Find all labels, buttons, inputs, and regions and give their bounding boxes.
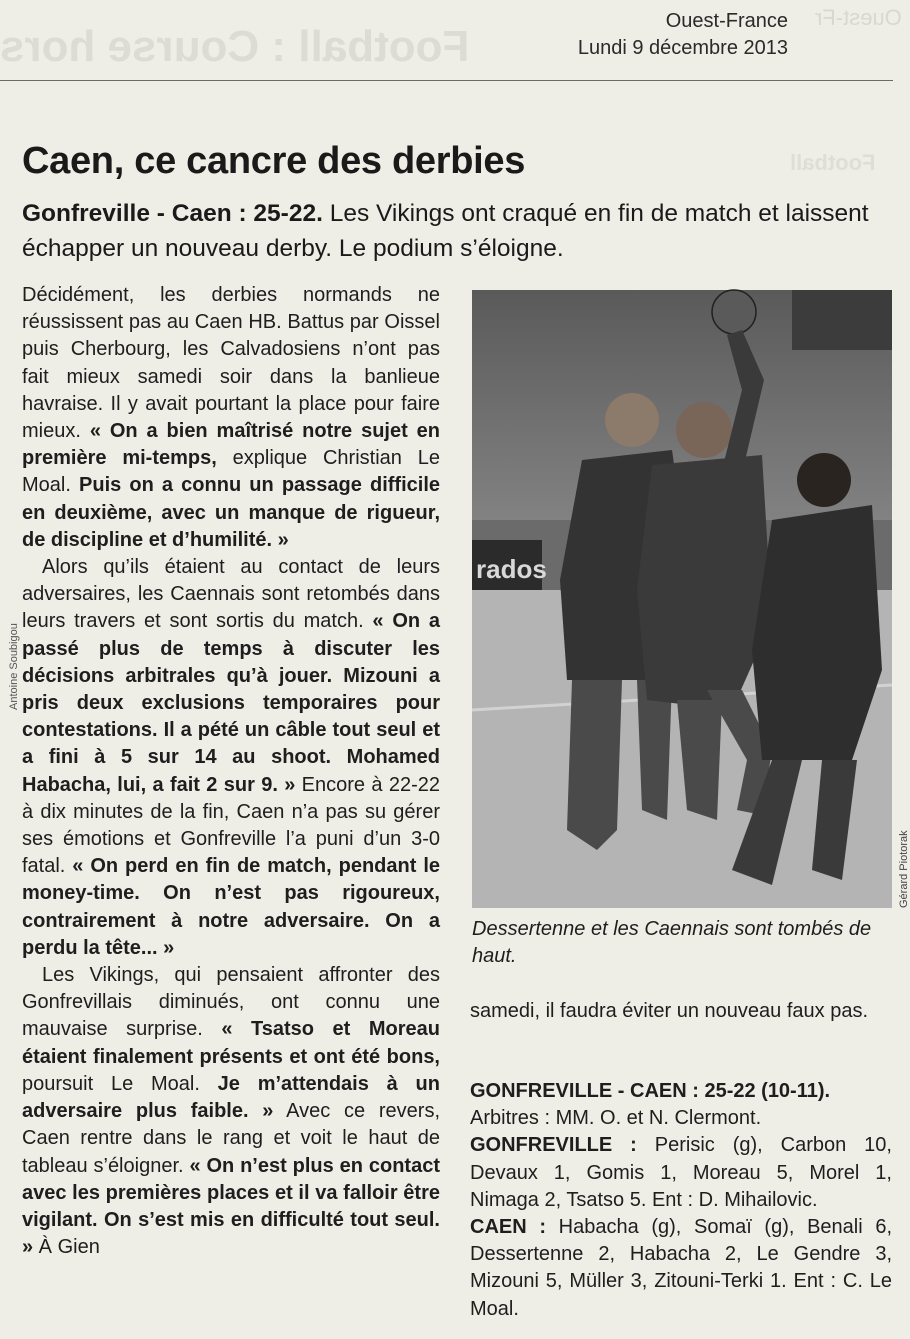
team2-name: CAEN : <box>470 1216 546 1239</box>
match-photo <box>472 290 892 908</box>
handball <box>712 290 756 334</box>
header-rule <box>0 80 893 81</box>
text-run: Décidément, les derbies normands ne réussissent pas au Caen HB. Battus par Oissel puis Cherbourg, les Calvadosiens n’ont pas fait mieux samedi soir dans la banlieue havraise. Il y avait pourtant la place pour faire mieux. <box>22 284 440 443</box>
text-run: poursuit Le Moal. <box>22 1072 218 1095</box>
photo-credit: Gérard Piotorak <box>898 830 910 908</box>
text-run: À Gien <box>33 1236 100 1259</box>
quote-run: « On a bien maîtrisé notre sujet en première mi-temps, <box>22 420 440 470</box>
quote-run: « On perd en fin de match, pendant le money-time. On n’est pas rigoureux, contrairement à notre adversaire. On a perdu la tête... » <box>22 855 441 959</box>
referees-line: Arbitres : MM. O. et N. Clermont. <box>470 1107 762 1130</box>
article-subhead <box>22 196 872 266</box>
quote-run: « On a passé plus de temps à discuter les décisions arbitrales qu’à jouer. Mizouni a pris deux exclusions temporaires pour contestations. Il a pété un câble tout seul et a fini à 5 sur 14 au shoot. Mohamed Habacha, lui, a fait 2 sur 9. » <box>22 610 440 796</box>
scoreboard <box>792 290 892 350</box>
publication-date: Lundi 9 décembre 2013 <box>577 37 788 59</box>
bleed-through-title: Football : Course hors <box>0 22 470 71</box>
text-run: Les Vikings, qui pensaient affronter des Gonfrevillais diminués, ont connu une mauvaise surprise. <box>22 964 440 1041</box>
match-result-title: GONFREVILLE - CAEN : 25-22 (10-11). <box>470 1080 831 1102</box>
team1-lineup <box>470 1132 892 1214</box>
team1-players: Perisic (g), Carbon 10, Devaux 1, Gomis 1, Moreau 5, Morel 1, Nimaga 2, Tsatso 5. Ent : D. Mihailovic. <box>470 1134 892 1211</box>
text-run: explique Christian Le Moal. <box>22 447 440 497</box>
match-results-box <box>470 1078 892 1323</box>
quote-run: « On n’est plus en contact avec les premières places et il va falloir être vigilant. On s’est mis en difficulté tout seul. » <box>22 1154 440 1259</box>
banner-text: rados <box>476 554 547 584</box>
team2-players: Habacha (g), Somaï (g), Benali 6, Dessertenne 2, Habacha 2, Le Gendre 3, Mizouni 5, Müller 3, Zitouni-Terki 1. Ent : C. Le Moal. <box>470 1216 892 1320</box>
quote-run: Puis on a connu un passage difficile en deuxième, avec un manque de rigueur, de discipline et d’humilité. » <box>22 474 440 551</box>
bleed-through-brand: Ouest-Fr <box>815 5 902 30</box>
quote-run: Je m’attendais à un adversaire plus faible. » <box>22 1072 440 1123</box>
newspaper-name: Ouest-France <box>665 10 788 32</box>
team1-name: GONFREVILLE : <box>470 1134 637 1157</box>
photo-caption: Dessertenne et les Caennais sont tombés de haut. <box>472 918 872 967</box>
masthead <box>578 8 788 62</box>
subhead-score: Gonfreville - Caen : 25-22. <box>22 200 323 227</box>
text-run: Encore à 22-22 à dix minutes de la fin, Caen n’a pas su gérer ses émotions et Gonfreville l’a puni d’un 3-0 fatal. <box>22 773 440 878</box>
paragraph-3 <box>22 962 440 1261</box>
article-body-right <box>470 998 892 1025</box>
subhead-text: Les Vikings ont craqué en fin de match et laissent échapper un nouveau derby. Le podium s’éloigne. <box>22 200 869 262</box>
article-body-left <box>22 282 440 1261</box>
article-headline: Caen, ce cancre des derbies <box>22 140 526 182</box>
team2-lineup <box>470 1214 892 1323</box>
text-run: Avec ce revers, Caen rentre dans le rang et voit le haut de tableau s’éloigner. <box>22 1100 441 1177</box>
text-run: Alors qu’ils étaient au contact de leurs adversaires, les Caennais sont retombés dans leurs travers et sont sortis du match. <box>22 556 440 633</box>
continuation-paragraph: samedi, il faudra éviter un nouveau faux pas. <box>470 1000 869 1022</box>
left-photo-credit: Antoine Soubigou <box>8 623 20 710</box>
quote-run: « Tsatso et Moreau étaient finalement présents et ont été bons, <box>22 1018 440 1068</box>
bleed-through-right: Football <box>790 150 876 175</box>
paragraph-1 <box>22 282 440 554</box>
paragraph-2 <box>22 554 440 962</box>
